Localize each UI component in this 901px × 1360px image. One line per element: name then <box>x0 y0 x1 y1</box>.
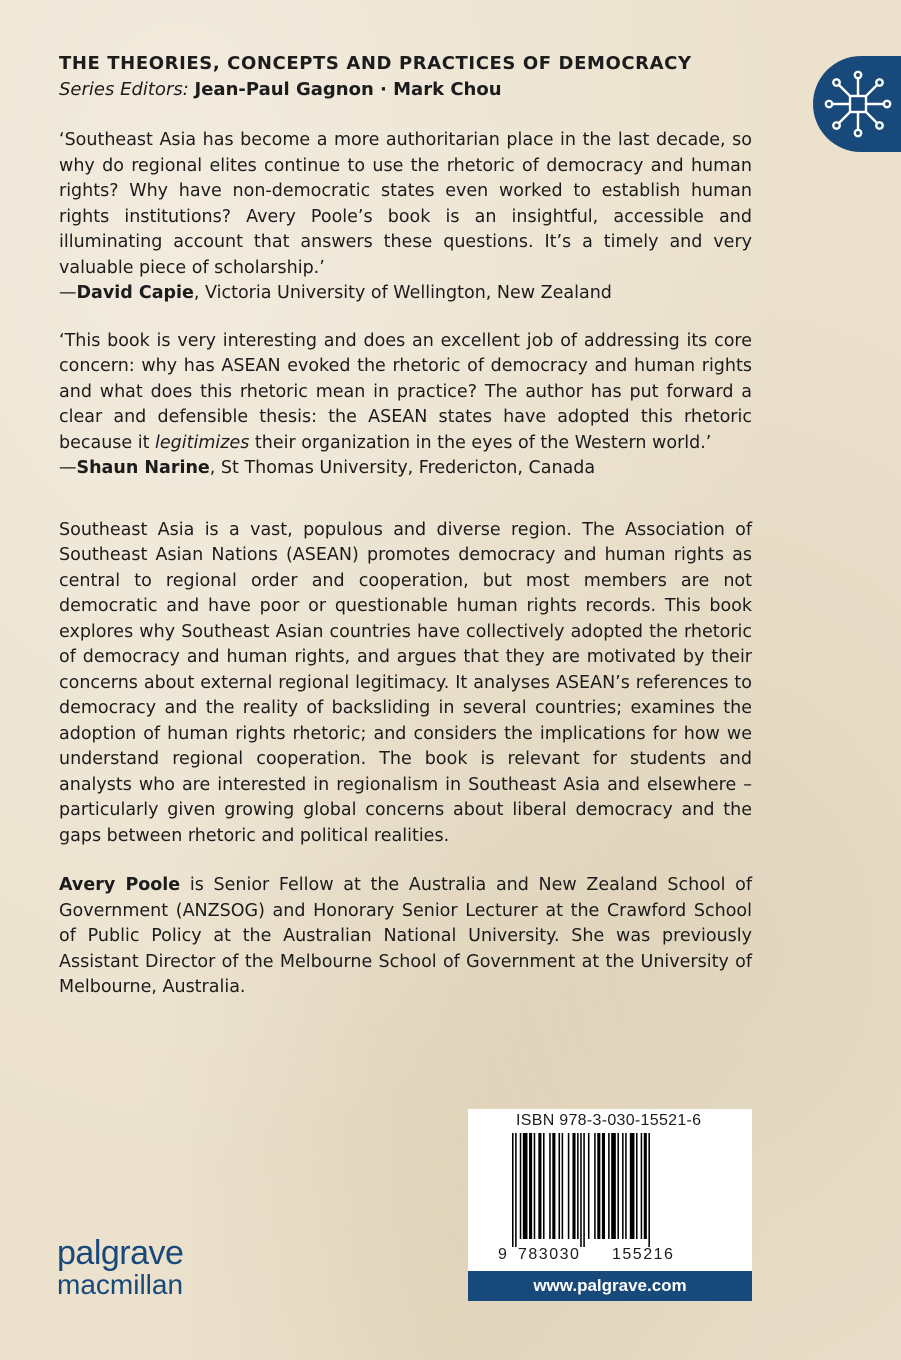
author-name: Avery Poole <box>59 875 181 895</box>
isbn-digits-group-1: 783030 <box>518 1246 581 1263</box>
barcode-bar <box>559 1133 561 1239</box>
series-editors-label: Series Editors: <box>59 79 189 100</box>
barcode-bar <box>520 1133 522 1239</box>
quote-attribution-capie <box>59 281 752 307</box>
quote-capie <box>59 128 752 281</box>
quote-author: Shaun Narine <box>76 458 210 478</box>
quote-narine <box>59 329 752 457</box>
back-cover-text <box>59 128 752 1001</box>
barcode-bar <box>515 1133 517 1247</box>
barcode-bar <box>512 1133 514 1247</box>
barcode-bar <box>572 1133 575 1239</box>
barcode-bar <box>562 1133 564 1239</box>
quote-text: ‘Southeast Asia has become a more authoritarian place in the last decade, so why do regional elites continue to use the rhetoric of democracy and human rights? Why have non-democratic states even worked to establish human rights institutions? Avery Poole’s book is an insightful, accessible and illuminating account that answers these questions. It’s a timely and very valuable piece of scholarship.’ <box>59 130 752 278</box>
dash: — <box>59 283 77 303</box>
series-badge <box>813 56 901 152</box>
barcode-bar <box>622 1133 624 1239</box>
author-bio <box>59 873 752 1001</box>
barcode-bar <box>644 1133 647 1239</box>
barcode <box>510 1133 710 1247</box>
barcode-bar <box>538 1133 541 1239</box>
barcode-bar <box>602 1133 605 1239</box>
barcode-bar <box>617 1133 619 1239</box>
barcode-bar <box>529 1133 532 1239</box>
quote-attribution-narine <box>59 456 752 482</box>
isbn-digits-group-2: 155216 <box>612 1246 675 1263</box>
series-title: THE THEORIES, CONCEPTS AND PRACTICES OF DEMOCRACY <box>59 53 692 74</box>
dash: — <box>59 458 77 478</box>
book-description: Southeast Asia is a vast, populous and diverse region. The Association of Southeast Asian Nations (ASEAN) promotes democracy and human rights as central to regional order and cooperation, but most members are not democratic and have poor or questionable human rights records. This book explores why Southeast Asian countries have collectively adopted the rhetoric of democracy and human rights, and argues that they are motivated by their concerns about external regional legitimacy. It analyses ASEAN’s references to democracy and the reality of backsliding in several countries; examines the adoption of human rights rhetoric; and considers the implications for how we understand regional cooperation. The book is relevant for students and analysts who are interested in regionalism in Southeast Asia and elsewhere – particularly given growing global concerns about liberal democracy and the gaps between rhetoric and political realities. <box>59 519 752 846</box>
barcode-bar <box>594 1133 596 1239</box>
barcode-bar <box>588 1133 590 1239</box>
isbn-label: ISBN 978-3-030-15521-6 <box>516 1112 702 1129</box>
barcode-bar <box>641 1133 643 1239</box>
barcode-bar <box>577 1133 579 1239</box>
isbn-digit-first: 9 <box>498 1246 509 1263</box>
barcode-bar <box>552 1133 555 1239</box>
barcode-bar <box>630 1133 635 1239</box>
barcode-bar <box>608 1133 610 1239</box>
quote-text: ‘This book is very interesting and does an excellent job of addressing its core concern: why has ASEAN evoked the rhetoric of democracy and human rights and what does this rhetoric mean in practice? The author has put forward a clear and defensible thesis: the ASEAN states have adopted this rhetoric because it <box>59 330 752 453</box>
barcode-bar <box>580 1133 582 1247</box>
barcode-bar <box>543 1133 545 1239</box>
quote-emphasis: legitimizes <box>155 432 250 453</box>
barcode-bar <box>597 1133 600 1239</box>
quote-affiliation: , St Thomas University, Fredericton, Canada <box>209 458 596 478</box>
network-node-icon <box>823 68 893 140</box>
series-editors <box>59 77 759 102</box>
barcode-bar <box>534 1133 536 1239</box>
series-header <box>59 50 759 102</box>
barcode-bar <box>625 1133 627 1239</box>
logo-macmillan: macmillan <box>57 1269 184 1300</box>
quote-text-end: their organization in the eyes of the Western world.’ <box>249 432 712 453</box>
barcode-bar <box>611 1133 616 1239</box>
barcode-bar <box>648 1133 650 1247</box>
barcode-bar <box>549 1133 551 1239</box>
quote-author: David Capie <box>76 283 194 303</box>
series-editors-names: Jean-Paul Gagnon · Mark Chou <box>194 79 502 100</box>
barcode-bar <box>636 1133 638 1239</box>
palgrave-macmillan-logo <box>57 1236 183 1300</box>
isbn-barcode-box <box>468 1109 752 1271</box>
publisher-url[interactable]: www.palgrave.com <box>468 1271 752 1301</box>
author-bio-text: is Senior Fellow at the Australia and New Zealand School of Government (ANZSOG) and Honorary Senior Lecturer at the Crawford School of Public Policy at the Australian National University. She was previously Assistant Director of the Melbourne School of Government at the University of Melbourne, Australia. <box>59 875 752 997</box>
barcode-bar <box>583 1133 585 1247</box>
barcode-bar <box>523 1133 528 1239</box>
logo-palgrave: palgrave <box>57 1234 184 1272</box>
quote-affiliation: , Victoria University of Wellington, New Zealand <box>193 283 612 303</box>
barcode-bar <box>568 1133 570 1239</box>
